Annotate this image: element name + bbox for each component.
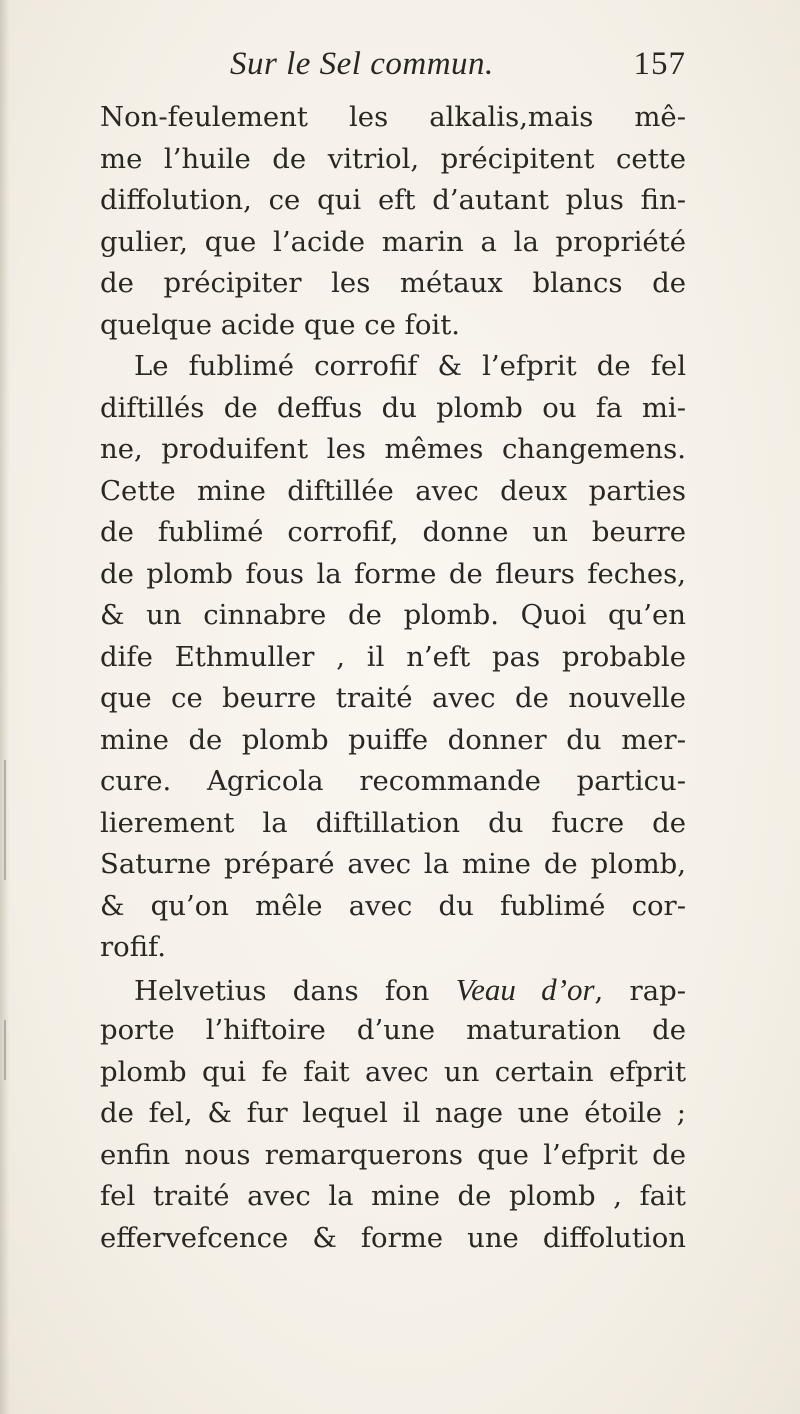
gutter-shadow xyxy=(0,0,10,1414)
text-line: fel traité avec la mine de plomb , fait xyxy=(100,1180,686,1212)
text-fragment: Helvetius dans fon xyxy=(134,974,456,1007)
text-line: effervefcence & forme une diffolution xyxy=(100,1221,686,1254)
text-line: que ce beurre traité avec de nouvelle xyxy=(100,682,686,714)
page-header xyxy=(100,40,686,90)
text-line: de plomb fous la forme de fleurs feches, xyxy=(100,557,686,590)
text-line: de fel, & fur lequel il nage une étoile ; xyxy=(100,1097,686,1129)
text-line: cure. Agricola recommande particu- xyxy=(100,765,686,797)
text-fragment: , rap- xyxy=(594,974,686,1007)
margin-mark xyxy=(4,1020,6,1080)
text-line: Le fublimé corrofif & l’efprit de fel xyxy=(134,350,686,382)
text-line: lierement la diftillation du fucre de xyxy=(100,806,686,839)
text-line: & un cinnabre de plomb. Quoi qu’en xyxy=(100,599,686,631)
text-line: de fublimé corrofif, donne un beurre xyxy=(100,516,686,548)
text-line: de précipiter les métaux blancs de xyxy=(100,267,686,299)
text-line: plomb qui fe fait avec un certain efprit xyxy=(100,1055,686,1088)
text-line: gulier, que l’acide marin a la propriété xyxy=(100,225,686,258)
book-title-italic: Veau d’or xyxy=(455,971,595,1007)
text-line: ne, produifent les mêmes changemens. xyxy=(100,433,686,465)
text-line: diffolution, ce qui eft d’autant plus fin- xyxy=(100,184,686,216)
page-number: 157 xyxy=(633,46,686,82)
text-line: mine de plomb puiffe donner du mer- xyxy=(100,723,686,756)
text-line: quelque acide que ce foit. xyxy=(100,308,460,341)
margin-mark xyxy=(4,760,6,880)
text-line: Saturne préparé avec la mine de plomb, xyxy=(100,848,686,880)
text-line: diftillés de deffus du plomb ou fa mi- xyxy=(100,391,686,424)
text-line: porte l’hiftoire d’une maturation de xyxy=(100,1014,686,1046)
text-line: Cette mine diftillée avec deux parties xyxy=(100,474,686,507)
body-text xyxy=(100,97,686,1259)
text-line: me l’huile de vitriol, précipitent cette xyxy=(100,142,686,175)
running-head: Sur le Sel commun. xyxy=(230,46,494,82)
text-line: rofif. xyxy=(100,931,166,963)
text-line: enfin nous remarquerons que l’efprit de xyxy=(100,1138,686,1171)
text-line: Non-feulement les alkalis,mais mê- xyxy=(100,101,686,133)
text-line: & qu’on mêle avec du fublimé cor- xyxy=(100,889,686,922)
text-line: dife Ethmuller , il n’eft pas probable xyxy=(100,640,686,673)
text-line xyxy=(100,969,686,1011)
